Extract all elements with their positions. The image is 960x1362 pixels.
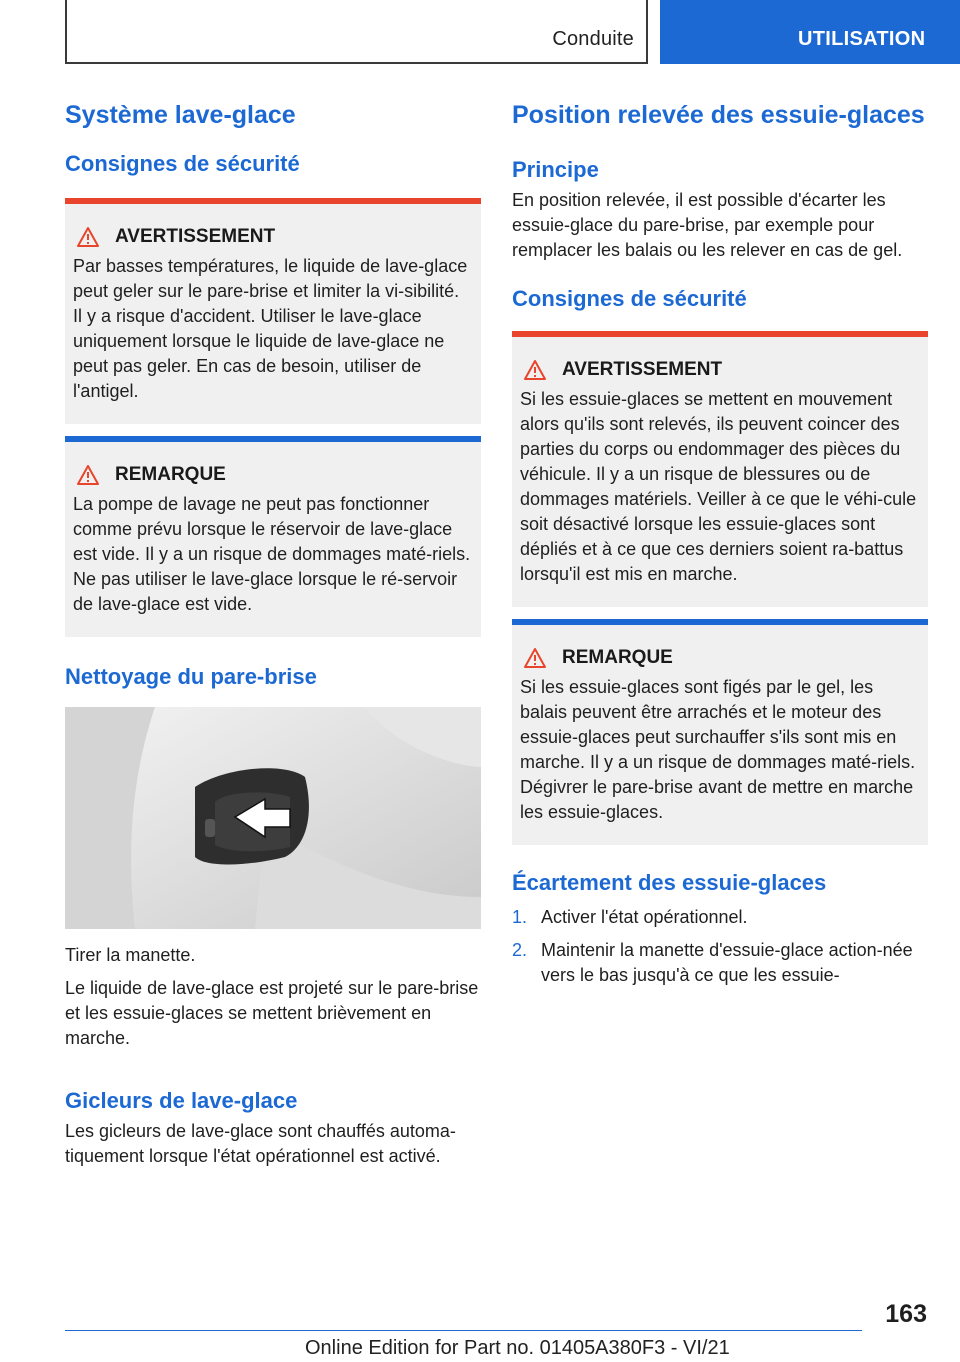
- warning-text: Par basses températures, le liquide de lave-glace peut geler sur le pare-brise et limiter la vi-sibilité. Il y a risque d'accident. Utiliser le lave-glace uniquement lorsque le liquide de lave-glace ne peut pas geler. En cas de besoin, utiliser de l'antigel.: [73, 256, 468, 401]
- step-number: 1.: [512, 907, 528, 927]
- footer-edition: Online Edition for Part no. 01405A380F3 - VI/21: [305, 1337, 730, 1359]
- spread-heading: Écartement des essuie-glaces: [512, 870, 827, 895]
- nozzles-text: Les gicleurs de lave-glace sont chauffés automa-tiquement lorsque l'état opérationnel est activé.: [65, 1121, 456, 1166]
- warning-header: [73, 226, 473, 248]
- header-chapter-tab: UTILISATION: [660, 0, 960, 64]
- warning-triangle-icon: [523, 359, 547, 381]
- wiper-lever-illustration: [65, 707, 481, 929]
- nozzles-heading: Gicleurs de lave-glace: [65, 1088, 298, 1113]
- lever-image: [65, 707, 481, 929]
- remark-label: REMARQUE: [562, 647, 673, 668]
- principle-text: En position relevée, il est possible d'écarter les essuie-glace du pare-brise, par exemple pour remplacer les balais ou les relever en cas de gel.: [512, 190, 903, 260]
- step-text: Maintenir la manette d'essuie-glace action-née vers le bas jusqu'à ce que les essuie-: [541, 940, 913, 985]
- footer-divider: [65, 1330, 862, 1331]
- remark-text: La pompe de lavage ne peut pas fonctionner comme prévu lorsque le réservoir de lave-glace est vide. Il y a un risque de dommages maté-riels. Ne pas utiliser le lave-glace lorsque le ré-servoir de lave-glace est vide.: [73, 494, 471, 614]
- list-item: [512, 938, 928, 988]
- right-column: [512, 100, 928, 996]
- list-item: [512, 905, 928, 930]
- warning-header: [520, 359, 920, 381]
- cleaning-instruction: Tirer la manette.: [65, 945, 196, 965]
- header-section-label: Conduite: [552, 28, 634, 50]
- safety-heading-right: Consignes de sécurité: [512, 286, 747, 311]
- step-number: 2.: [512, 940, 528, 960]
- principle-heading: Principe: [512, 157, 599, 182]
- warning-triangle-icon: [523, 647, 547, 669]
- cleaning-result: Le liquide de lave-glace est projeté sur le pare-brise et les essuie-glaces se mettent brièvement en marche.: [65, 978, 479, 1048]
- remark-label: REMARQUE: [115, 464, 226, 485]
- page-number: 163: [885, 1300, 927, 1328]
- remark-header: [73, 464, 473, 486]
- warning-triangle-icon: [76, 226, 100, 248]
- remark-box-right: [512, 619, 928, 845]
- warning-text: Si les essuie-glaces se mettent en mouvement alors qu'ils sont relevés, ils peuvent coincer des parties du corps ou endommager des pièces du véhicule. Il y a un risque de blessures ou de dommages matériels. Veiller à ce que le véhi-cule soit désactivé lorsque les essuie-glaces sont dépliés et à ce que ces derniers soient ra-battus lorsqu'il est mis en marche.: [520, 389, 917, 584]
- left-column: [65, 100, 481, 1169]
- section-title-service-position: Position relevée des essuie-glaces: [512, 101, 925, 129]
- remark-box-left: [65, 436, 481, 637]
- warning-label: AVERTISSEMENT: [115, 226, 276, 247]
- warning-box-left: [65, 198, 481, 424]
- warning-box-right: [512, 331, 928, 607]
- section-title-washer: Système lave-glace: [65, 101, 296, 129]
- warning-triangle-icon: [76, 464, 100, 486]
- step-text: Activer l'état opérationnel.: [541, 907, 748, 927]
- remark-text: Si les essuie-glaces sont figés par le gel, les balais peuvent être arrachés et le moteur des essuie-glaces peut surchauffer s'ils sont mis en marche. Il y a un risque de dommages maté-riels. Dégivrer le pare-brise avant de mettre en marche les essuie-glaces.: [520, 677, 916, 822]
- remark-header: [520, 647, 920, 669]
- safety-heading-left: Consignes de sécurité: [65, 151, 300, 176]
- cleaning-heading: Nettoyage du pare-brise: [65, 664, 317, 689]
- steps-list: [512, 905, 928, 988]
- warning-label: AVERTISSEMENT: [562, 359, 723, 380]
